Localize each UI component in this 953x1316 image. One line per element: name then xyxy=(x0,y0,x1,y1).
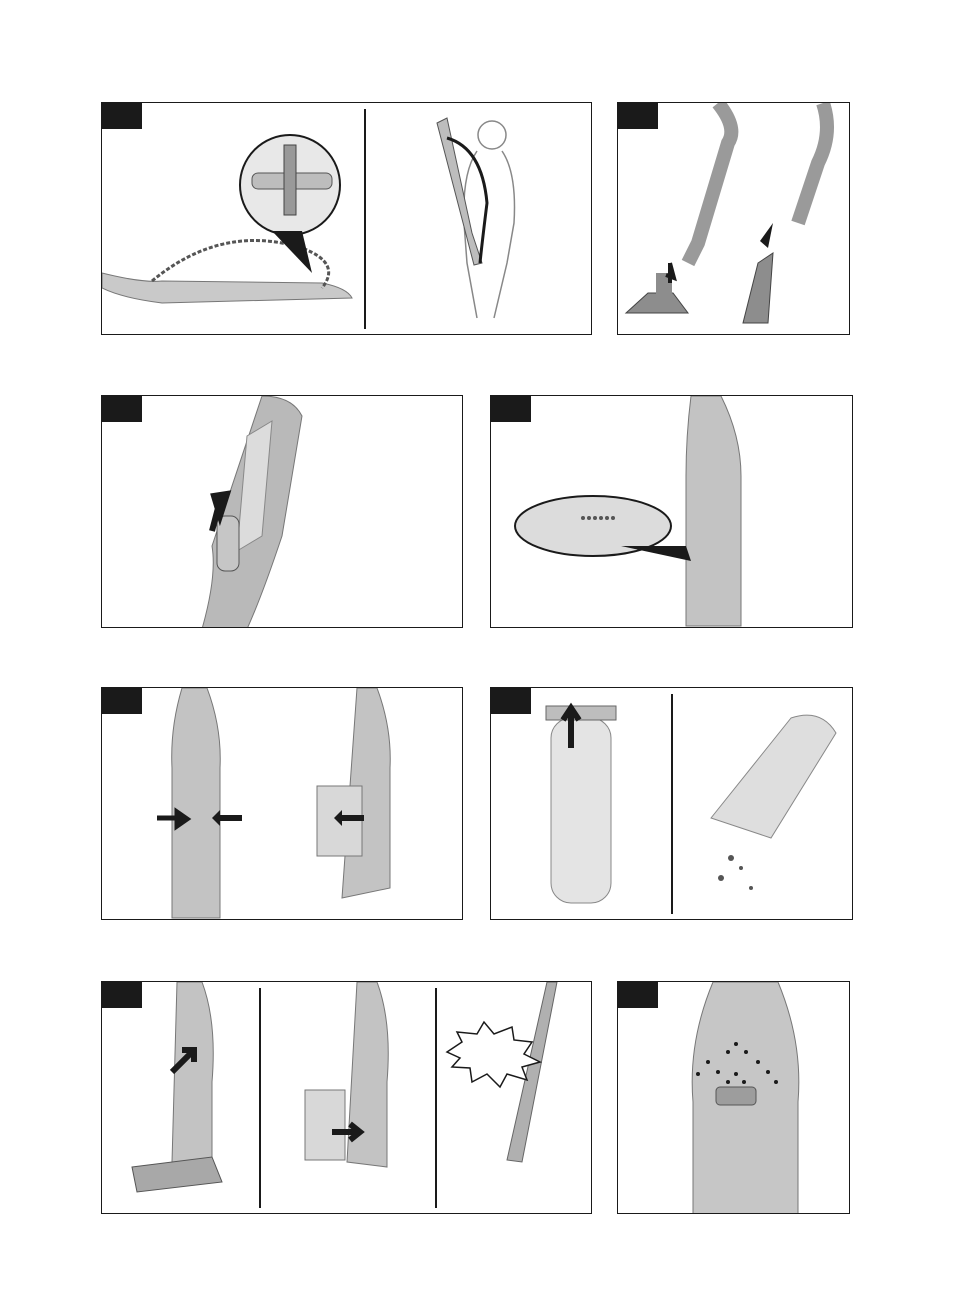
panel-empty-container xyxy=(490,687,853,920)
hose-illustration xyxy=(618,103,850,335)
panel-charge-indicator xyxy=(617,981,850,1214)
panel-shoulder-strap xyxy=(101,102,592,335)
step-number-tab xyxy=(102,688,142,714)
step-number-tab xyxy=(102,396,142,422)
step-number-tab xyxy=(618,982,658,1008)
step-number-tab xyxy=(102,982,142,1008)
panel-remove-container xyxy=(101,687,463,920)
panel-power-switch xyxy=(101,395,463,628)
handle-illustration xyxy=(102,396,463,628)
step-number-tab xyxy=(618,103,658,129)
step-number-tab xyxy=(102,103,142,129)
panel-indicator-lights xyxy=(490,395,853,628)
bump-impact-illustration xyxy=(102,982,592,1214)
indicator-illustration xyxy=(618,982,850,1214)
person-with-strap-illustration xyxy=(102,103,592,335)
step-number-tab xyxy=(491,688,531,714)
device-body-illustration xyxy=(491,396,853,628)
container-pour-illustration xyxy=(491,688,853,920)
panel-hose-attachments xyxy=(617,102,850,335)
container-removal-illustration xyxy=(102,688,463,920)
step-number-tab xyxy=(491,396,531,422)
panel-reinsert-container xyxy=(101,981,592,1214)
